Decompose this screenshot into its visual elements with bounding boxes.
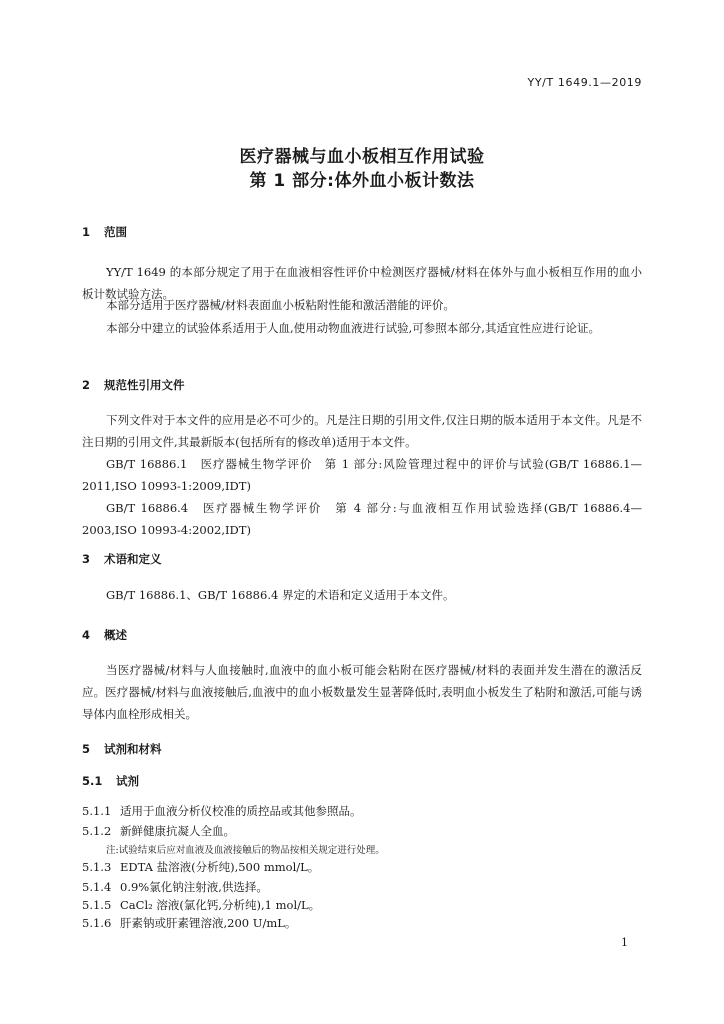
section-number: 5.1: [82, 774, 103, 788]
reference-item: GB/T 16886.1 医疗器械生物学评价 第 1 部分:风险管理过程中的评价与试验(GB/T 16886.1—2011,ISO 10993-1:2009,IDT): [82, 457, 642, 493]
list-item: [82, 803, 362, 819]
paragraph: 下列文件对于本文件的应用是必不可少的。凡是注日期的引用文件,仅注日期的版本适用于本文件。凡是不注日期的引用文件,其最新版本(包括所有的修改单)适用于本文件。: [82, 413, 642, 449]
section-title: 术语和定义: [104, 552, 162, 566]
item-text: 0.9%氯化钠注射液,供选择。: [120, 880, 268, 894]
paragraph: GB/T 16886.1、GB/T 16886.4 界定的术语和定义适用于本文件。: [106, 588, 455, 602]
item-text: 适用于血液分析仪校准的质控品或其他参照品。: [120, 804, 362, 818]
section-heading-scope: [82, 224, 127, 240]
item-number: 5.1.2: [82, 824, 112, 838]
standard-number: YY/T 1649.1—2019: [527, 76, 642, 89]
paragraph: 本部分中建立的试验体系适用于人血,使用动物血液进行试验,可参照本部分,其适宜性应进行论证。: [106, 321, 600, 335]
section-title: 试剂和材料: [104, 742, 162, 756]
section-heading-reagents-materials: [82, 741, 162, 757]
section-title: 范围: [104, 225, 127, 239]
item-number: 5.1.1: [82, 804, 112, 818]
list-item: [82, 879, 268, 895]
paragraph: YY/T 1649 的本部分规定了用于在血液相容性评价中检测医疗器械/材料在体外与血小板相互作用的血小板计数试验方法。: [82, 265, 642, 301]
item-number: 5.1.3: [82, 860, 112, 874]
list-item: [82, 915, 296, 931]
list-item: [82, 823, 235, 839]
item-text: 新鲜健康抗凝人全血。: [120, 824, 235, 838]
subsection-heading-reagents: [82, 773, 139, 789]
section-number: 3: [82, 552, 91, 566]
note: 注:试验结束后应对血液及血液接触后的物品按相关规定进行处理。: [106, 845, 385, 856]
document-title: 医疗器械与血小板相互作用试验: [239, 147, 485, 167]
item-text: CaCl₂ 溶液(氯化钙,分析纯),1 mol/L。: [120, 898, 321, 912]
item-text: 肝素钠或肝素锂溶液,200 U/mL。: [120, 916, 297, 930]
section-title: 试剂: [116, 774, 139, 788]
section-number: 4: [82, 628, 91, 642]
item-number: 5.1.4: [82, 880, 112, 894]
section-title: 规范性引用文件: [104, 378, 185, 392]
section-title: 概述: [104, 628, 127, 642]
page-number: 1: [621, 936, 628, 949]
section-heading-overview: [82, 627, 127, 643]
reference-item: GB/T 16886.4 医疗器械生物学评价 第 4 部分:与血液相互作用试验选择(GB/T 16886.4—2003,ISO 10993-4:2002,IDT): [82, 501, 642, 537]
list-item: [82, 859, 319, 875]
document-subtitle: 第 1 部分:体外血小板计数法: [249, 171, 475, 191]
section-number: 1: [82, 225, 91, 239]
section-number: 2: [82, 378, 91, 392]
paragraph: 当医疗器械/材料与人血接触时,血液中的血小板可能会粘附在医疗器械/材料的表面并发生潜在的激活反应。医疗器械/材料与血液接触后,血液中的血小板数量发生显著降低时,表明血小板发生了粘附和激活,可能与诱导体内血栓形成相关。: [82, 663, 642, 721]
paragraph: 本部分适用于医疗器械/材料表面血小板粘附性能和激活潜能的评价。: [106, 298, 455, 312]
item-number: 5.1.5: [82, 898, 112, 912]
section-heading-terms: [82, 551, 162, 567]
item-text: EDTA 盐溶液(分析纯),500 mmol/L。: [120, 860, 320, 874]
list-item: [82, 897, 320, 913]
section-number: 5: [82, 742, 91, 756]
item-number: 5.1.6: [82, 916, 112, 930]
section-heading-references: [82, 377, 185, 393]
